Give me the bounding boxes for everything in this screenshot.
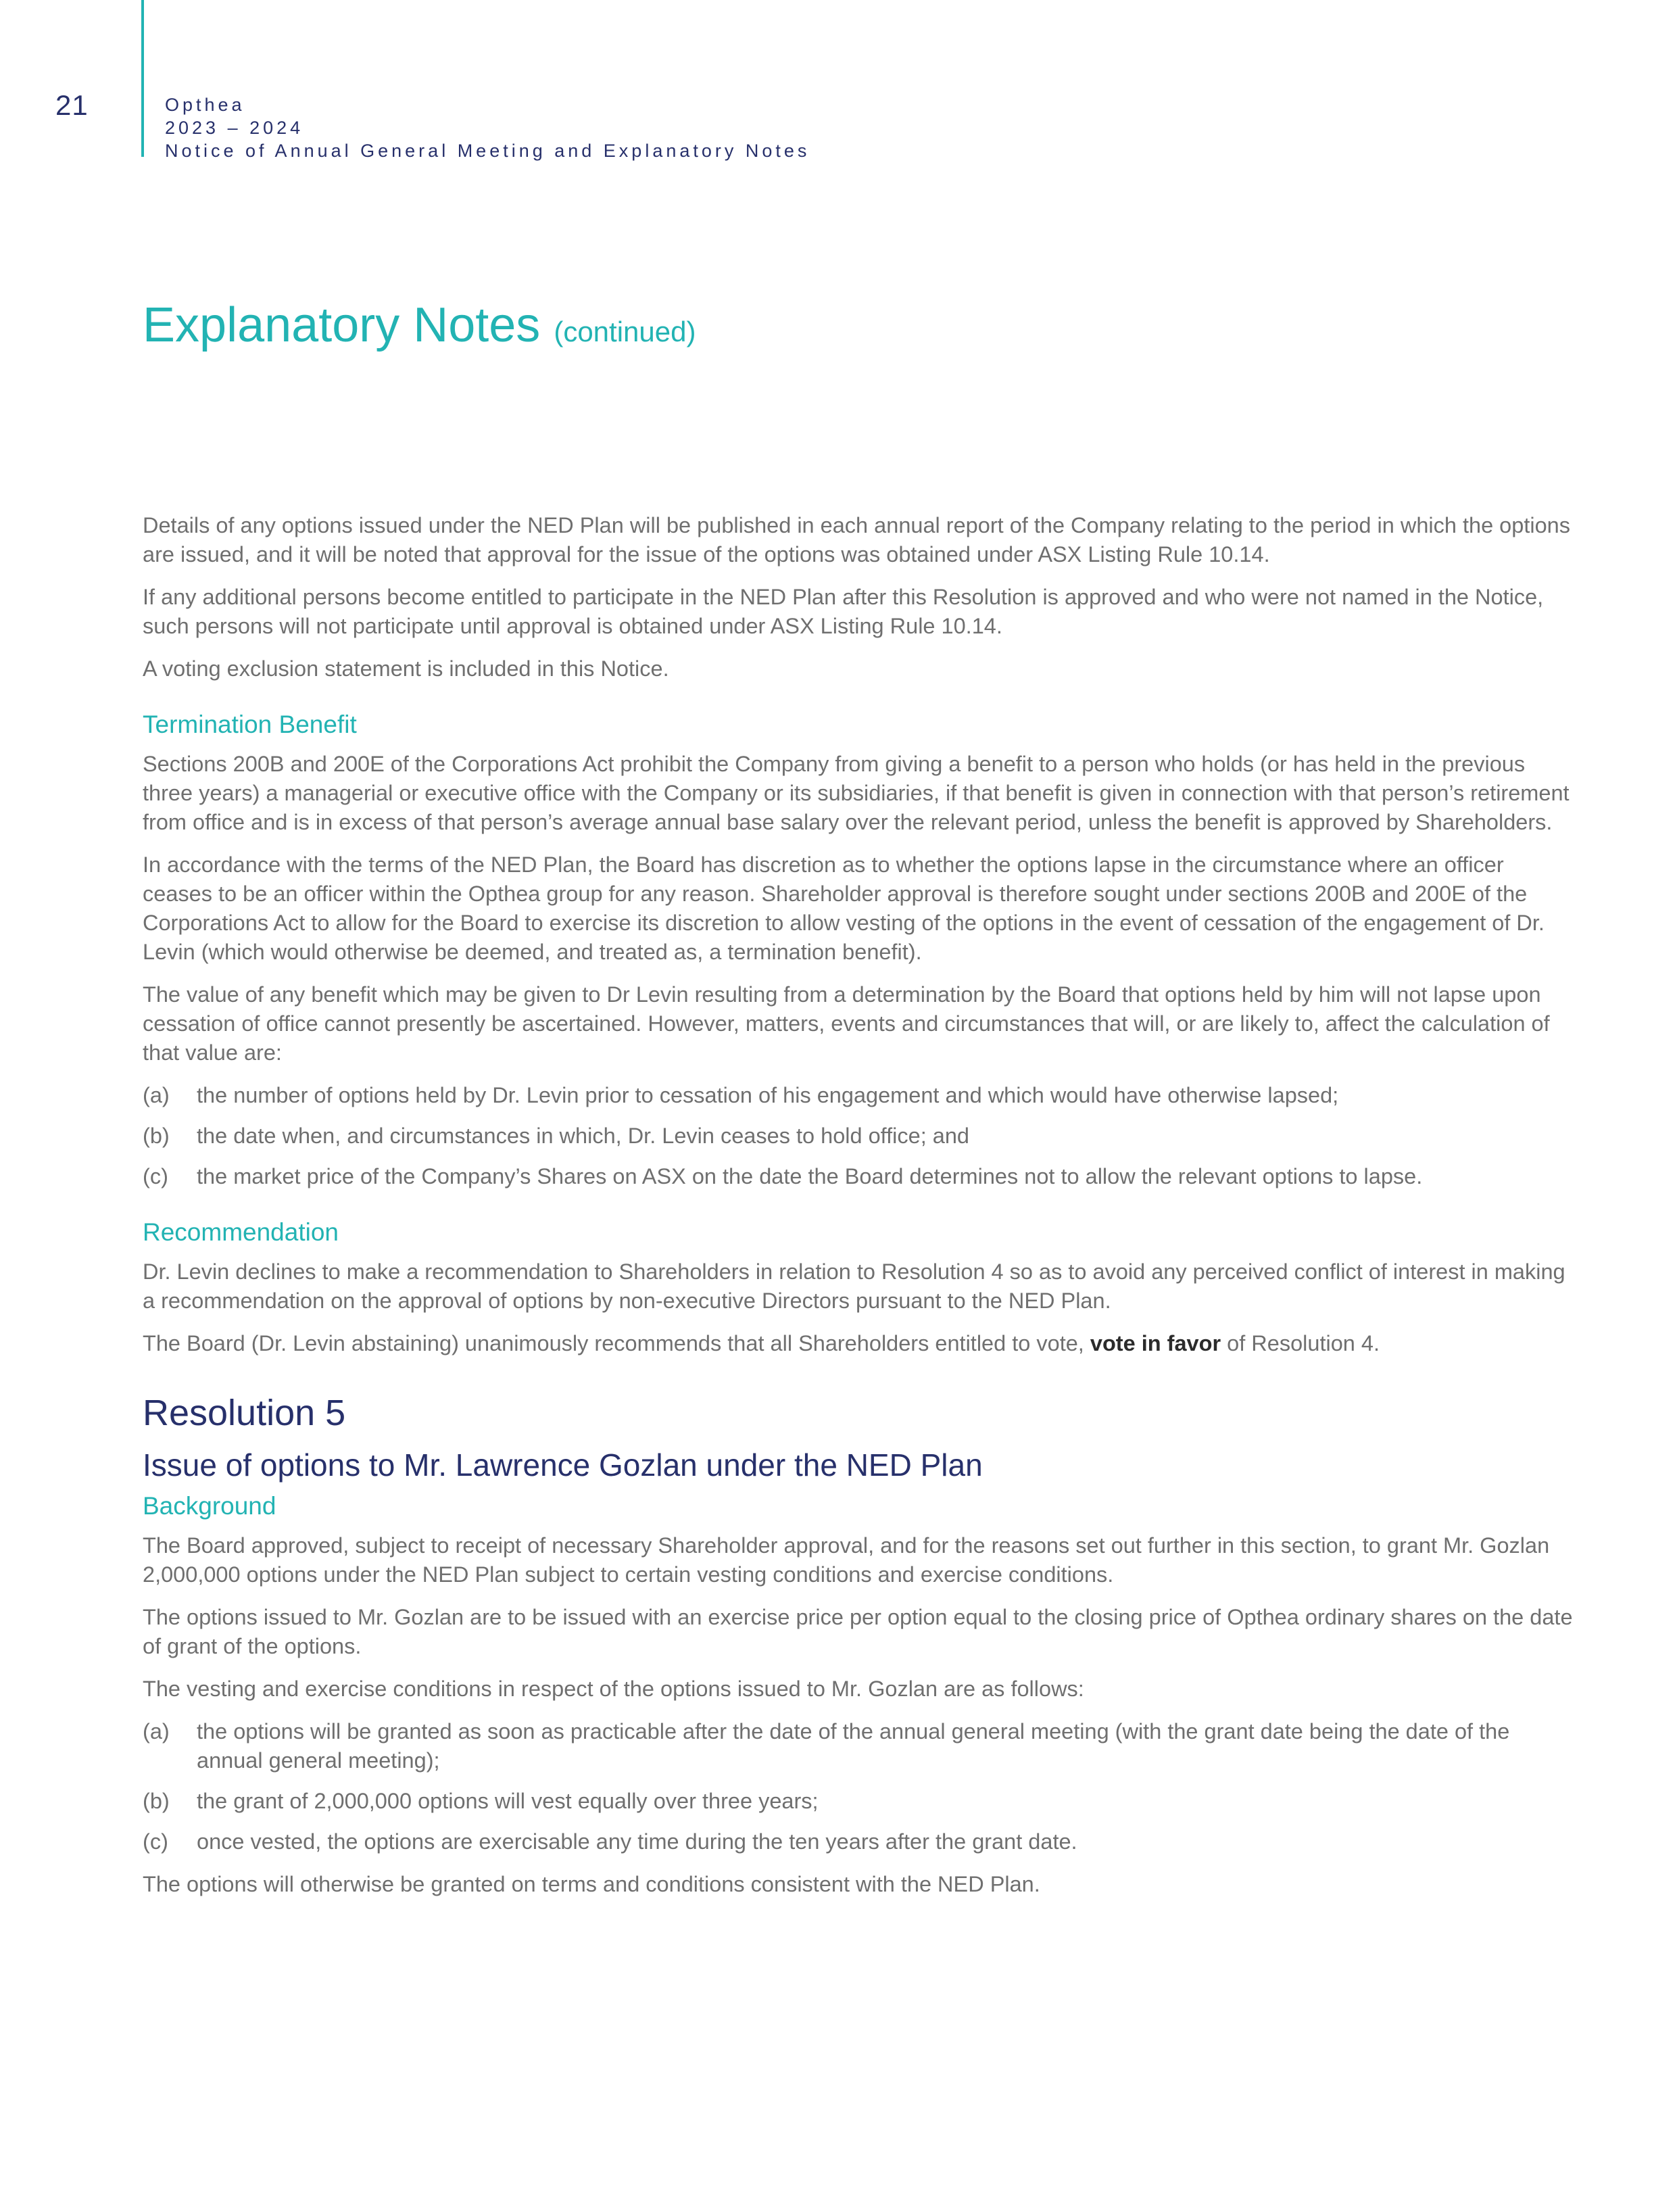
list-text: the date when, and circumstances in which, Dr. Levin ceases to hold office; and — [197, 1124, 969, 1148]
list-marker: (b) — [143, 1789, 170, 1813]
background-paragraph-2: The options issued to Mr. Gozlan are to be issued with an exercise price per option equal to the closing price of Opthea ordinary shares on the date of grant of the options. — [143, 1605, 1573, 1658]
list-marker: (c) — [143, 1164, 168, 1188]
list-marker: (a) — [143, 1083, 170, 1107]
background-heading: Background — [143, 1492, 276, 1520]
termination-paragraph-1: Sections 200B and 200E of the Corporations Act prohibit the Company from giving a benefit to a person who holds (or has held in the previous three years) a managerial or executive office with the Company or its subsidiaries, if that benefit is given in connection with that person’s retirement from office and is in excess of that person’s average annual base salary over the relevant period, unless the benefit is approved by Shareholders. — [143, 752, 1570, 834]
running-header — [165, 93, 810, 162]
header-divider — [141, 0, 144, 157]
recommendation-paragraph-1: Dr. Levin declines to make a recommendation to Shareholders in relation to Resolution 4 so as to avoid any perceived conflict of interest in making a recommendation on the approval of options by non-executive Directors pursuant to the NED Plan. — [143, 1259, 1565, 1313]
resolution-5-subheading: Issue of options to Mr. Lawrence Gozlan under the NED Plan — [143, 1447, 983, 1483]
company-name: Opthea — [165, 95, 245, 115]
list-marker: (b) — [143, 1124, 170, 1148]
list-marker: (a) — [143, 1719, 170, 1744]
list-item — [143, 1162, 1576, 1191]
vote-in-favor-emphasis: vote in favor — [1090, 1331, 1221, 1355]
document-title: Notice of Annual General Meeting and Explanatory Notes — [165, 141, 810, 161]
list-text: the grant of 2,000,000 options will vest equally over three years; — [197, 1789, 819, 1813]
termination-paragraph-3: The value of any benefit which may be given to Dr Levin resulting from a determination by the Board that options held by him will not lapse upon cessation of office cannot presently be ascertained. However, matters, events and circumstances that will, or are likely to, affect the calculation of that value are: — [143, 982, 1550, 1065]
page-title-suffix: (continued) — [554, 316, 696, 347]
intro-paragraph-1: Details of any options issued under the NED Plan will be published in each annual report of the Company relating to the period in which the options are issued, and it will be noted that approval for the issue of the options was obtained under ASX Listing Rule 10.14. — [143, 513, 1570, 567]
list-item — [143, 1787, 1576, 1816]
vesting-conditions-list — [143, 1717, 1576, 1856]
list-text: once vested, the options are exercisable any time during the ten years after the grant date. — [197, 1829, 1077, 1854]
list-marker: (c) — [143, 1829, 168, 1854]
recommendation-heading: Recommendation — [143, 1218, 339, 1246]
resolution-5-heading: Resolution 5 — [143, 1393, 346, 1433]
background-paragraph-4: The options will otherwise be granted on terms and conditions consistent with the NED Plan. — [143, 1872, 1040, 1896]
list-item — [143, 1827, 1576, 1856]
termination-benefit-heading: Termination Benefit — [143, 711, 357, 738]
recommendation-text-start: The Board (Dr. Levin abstaining) unanimously recommends that all Shareholders entitled to vote, — [143, 1331, 1090, 1355]
termination-paragraph-2: In accordance with the terms of the NED Plan, the Board has discretion as to whether the options lapse in the circumstance where an officer ceases to be an officer within the Opthea group for any reason. Shareholder approval is therefore sought under sections 200B and 200E of the Corporations Act to allow for the Board to exercise its discretion to allow vesting of the options in the event of cessation of the engagement of Dr. Levin (which would otherwise be deemed, and treated as, a termination benefit). — [143, 852, 1545, 964]
recommendation-paragraph-2 — [143, 1329, 1576, 1358]
page-title-main: Explanatory Notes — [143, 298, 541, 352]
list-text: the number of options held by Dr. Levin prior to cessation of his engagement and which would have otherwise lapsed; — [197, 1083, 1339, 1107]
background-paragraph-3: The vesting and exercise conditions in respect of the options issued to Mr. Gozlan are as follows: — [143, 1677, 1084, 1701]
list-text: the market price of the Company’s Shares on ASX on the date the Board determines not to allow the relevant options to lapse. — [197, 1164, 1423, 1188]
termination-list — [143, 1081, 1576, 1191]
list-item — [143, 1122, 1576, 1151]
intro-paragraph-2: If any additional persons become entitled to participate in the NED Plan after this Resolution is approved and who were not named in the Notice, such persons will not participate until approval is obtained under ASX Listing Rule 10.14. — [143, 585, 1544, 638]
list-item — [143, 1081, 1576, 1110]
page-number: 21 — [55, 89, 89, 121]
list-text: the options will be granted as soon as practicable after the date of the annual general meeting (with the grant date being the date of the annual general meeting); — [197, 1719, 1510, 1773]
recommendation-text-end: of Resolution 4. — [1221, 1331, 1380, 1355]
background-paragraph-1: The Board approved, subject to receipt of necessary Shareholder approval, and for the reasons set out further in this section, to grant Mr. Gozlan 2,000,000 options under the NED Plan subject to certain vesting conditions and exercise conditions. — [143, 1533, 1550, 1587]
list-item — [143, 1717, 1576, 1775]
body-content — [143, 511, 1576, 1913]
report-years: 2023 – 2024 — [165, 118, 304, 138]
intro-paragraph-3: A voting exclusion statement is included in this Notice. — [143, 656, 669, 681]
page-title — [143, 297, 696, 353]
